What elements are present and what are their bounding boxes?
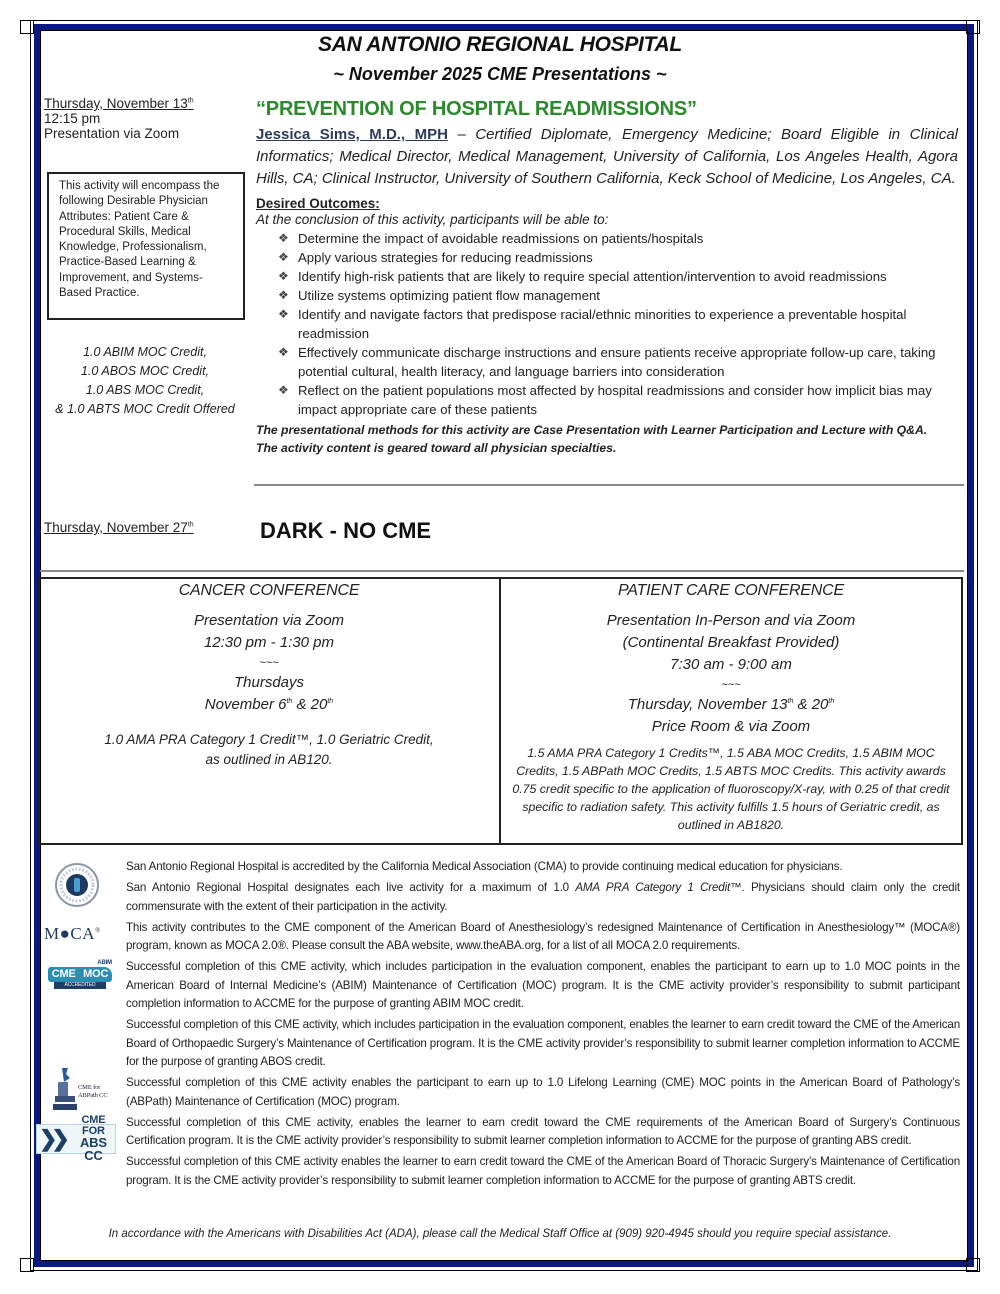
diamond-bullet-icon: ❖ [278,288,289,302]
date-suffix: th [787,698,794,705]
audience-line: The activity content is geared toward all physician specialties. [256,441,617,455]
abim-logo-band [48,967,112,982]
outcome-text: Determine the impact of avoidable readmissions on patients/hospitals [298,231,704,246]
tilde-separator: ~~~ [259,657,279,669]
outcome-text: Identify and navigate factors that predispose racial/ethnic minorities to experience a preventable hospital readmission [298,307,907,341]
registered-mark: ® [95,926,101,935]
cancer-conference-cell [39,579,499,843]
moca-logo-icon [44,925,101,943]
abim-statement: Successful completion of this CME activity, which includes participation in the evaluation component, enables the participant to earn up to 1.0 MOC points in the American Board of Internal Medicine’s (ABIM) Maintenance of Certification (MOC) program. It is the CME activity provider’s responsibility to submit participant completion information to ACCME for the purpose of granting ABIM MOC credit. [126,960,960,1011]
conference-location: Price Room & via Zoom [651,718,811,735]
diamond-bullet-icon: ❖ [278,345,289,359]
accreditation-abpath [40,1074,960,1111]
outcomes-list [256,229,958,419]
conference-credits [39,730,499,770]
date-suffix: th [187,521,194,529]
speaker-bio: – Certified Diplomate, Emergency Medicine; Board Eligible in Clinical Informatics; Medical Director, Medical Management, University of California, Los Angeles Health, Agora Hills, CA; Clinical Instructor, University of Southern California, Keck School of Medicine, Los Angeles, CA. [256,126,959,187]
accreditation-abim [40,958,960,1013]
abs-statement: Successful completion of this CME activity, enables the learner to earn credit toward the CME requirements of the American Board of Surgery’s Continuous Certification program. It is the CME activity provider’s responsibility to submit learner completion information to ACCME for the purpose of granting ABS credit. [126,1115,960,1148]
accreditation-moca [40,919,960,956]
date-suffix: th [828,698,835,705]
session2-date-text: Thursday, November 27 [44,520,188,535]
talk-title: “PREVENTION OF HOSPITAL READMISSIONS” [256,98,697,120]
ada-notice: In accordance with the Americans with Disabilities Act (ADA), please call the Medical Staff Office at (909) 920-4945 should you require special assistance. [108,1228,892,1240]
outcome-text: Effectively communicate discharge instructions and ensure patients receive appropriate follow-up care, taking potential cultural, health literacy, and language barriers into consideration [298,345,936,379]
abim-logo-cme: CME [51,968,76,981]
diamond-bullet-icon: ❖ [278,307,289,321]
border-corner-ornament [20,1258,34,1272]
accreditation-section [40,858,960,1193]
session1-date-text: Thursday, November 13 [44,96,188,111]
microscope-icon [52,1066,78,1112]
border-corner-ornament [966,1258,980,1272]
outcome-text: Identify high-risk patients that are likely to require special attention/intervention to avoid readmissions [298,269,887,284]
speaker-name: Jessica Sims, M.D., MPH [256,126,448,143]
abim-logo-moc: MOC [83,968,109,981]
date-suffix: th [286,698,293,705]
conferences-table [37,577,963,845]
physician-attributes-box: This activity will encompass the following Desirable Physician Attributes: Patient Care & Procedural Skills, Medical Knowledge, Professionalism, Practice-Based Learning & Improvement, and Systems-Based Practice. [47,172,245,320]
outcome-item [278,343,958,381]
abs-logo-line: CME FOR [81,1113,106,1137]
session1-date [44,96,249,111]
conference-time: 7:30 am - 9:00 am [670,656,792,673]
moc-credit-line: 1.0 ABS MOC Credit, [85,383,205,397]
outcome-item [278,229,958,248]
outcome-item [278,248,958,267]
abs-logo-line: ABS CC [79,1134,107,1163]
patient-care-conference-cell [499,579,961,843]
methods-note [256,421,958,457]
session1-details [256,98,958,457]
outcome-item [278,381,958,419]
abpath-logo-line: CME for [78,1084,101,1092]
outcome-item [278,305,958,343]
conference-title: CANCER CONFERENCE [178,582,360,599]
abpath-logo-line: ABPath CC [78,1092,108,1100]
methods-line: The presentational methods for this activity are Case Presentation with Learner Participation and Lecture with Q&A. [256,423,928,437]
conference-note: (Continental Breakfast Provided) [622,634,840,651]
abim-logo-accredited: ACCREDITED [54,982,106,989]
page-subtitle: ~ November 2025 CME Presentations ~ [333,64,667,84]
conference-dates [501,694,961,716]
date-text: & 20 [292,696,328,713]
tilde-separator: ~~~ [721,679,741,691]
moca-statement: This activity contributes to the CME component of the American Board of Anesthesiology’s redesigned Maintenance of Certification in Anesthesiology™ (MOCA®) program, known as MOCA 2.0®. Please consult the ABA website, www.theABA.org, for a list of all MOCA 2.0 requirements. [126,920,960,953]
outcome-text: Reflect on the patient populations most affected by hospital readmissions and consider how implicit bias may impact appropriate care of these patients [298,383,932,417]
accreditation-cma [40,858,960,876]
date-text: November 6 [204,696,287,713]
abpath-statement: Successful completion of this CME activity enables the participant to earn up to 1.0 Lifelong Learning (CME) MOC points in the American Board of Pathology’s (ABPath) Maintenance of Certification (MOC) program. [126,1076,960,1108]
moc-credit-line: 1.0 ABIM MOC Credit, [83,345,207,359]
credits-line: as outlined in AB120. [205,752,333,767]
hospital-title: SAN ANTONIO REGIONAL HOSPITAL [318,33,682,56]
diamond-bullet-icon: ❖ [278,383,289,397]
outcome-text: Utilize systems optimizing patient flow management [298,288,600,303]
date-suffix: th [187,97,194,105]
abim-logo-top: ABIM [97,960,112,967]
session1-schedule [44,96,249,141]
conference-days: Thursdays [233,674,305,691]
accreditation-abs [39,1113,960,1163]
designation-text: . Physicians should claim only the credit commensurate with the extent of their participation in the activity. [126,881,960,913]
section-divider [254,484,964,486]
abts-statement: Successful completion of this CME activity enables the learner to earn credit toward the CME of the American Board of Thoracic Surgery’s Maintenance of Certification program. It is the CME activity provider’s responsibility to submit learner completion information to ACCME for the purpose of granting ABTS credit. [126,1155,960,1187]
chevron-right-icon: ❯❯ [39,1125,64,1151]
conference-title: PATIENT CARE CONFERENCE [618,582,844,599]
cma-statement: San Antonio Regional Hospital is accredited by the California Medical Association (CMA) to provide continuing medical education for physicians. [126,860,843,873]
section-divider [40,570,964,572]
moc-credit-line: 1.0 ABOS MOC Credit, [80,364,210,378]
abs-cme-logo-icon [36,1113,116,1163]
diamond-bullet-icon: ❖ [278,231,289,245]
accreditation-abts [40,1153,960,1190]
abos-statement: Successful completion of this CME activity, which includes participation in the evaluation component, enables the learner to earn credit toward the CME of the American Board of Orthopaedic Surgery’s Maintenance of Certification program. It is the CME activity provider’s responsibility to submit learner completion information to ACCME for the purpose of granting ABOS credit. [126,1018,960,1068]
accreditation-designation [40,879,960,916]
conference-format: Presentation In-Person and via Zoom [606,612,856,629]
outcomes-heading: Desired Outcomes: [256,196,380,211]
date-text: Thursday, November 13 [627,696,788,713]
abpath-logo-text [78,1084,108,1100]
moc-credits-list [40,343,250,419]
accreditation-abos [40,1016,960,1071]
date-text: & 20 [793,696,829,713]
border-corner-ornament [20,20,34,34]
diamond-bullet-icon: ❖ [278,250,289,264]
dark-no-cme-label: DARK - NO CME [260,518,432,543]
speaker-info [256,124,958,190]
conference-dates [39,694,499,716]
designation-text: San Antonio Regional Hospital designates each live activity for a maximum of 1.0 [126,881,576,895]
diamond-bullet-icon: ❖ [278,269,289,283]
session2-date [44,520,194,535]
session1-time: 12:15 pm [44,111,101,126]
abim-cme-moc-logo-icon [48,960,112,989]
moc-credit-line: & 1.0 ABTS MOC Credit Offered [55,402,235,416]
moca-logo-text: M●CA [44,923,95,943]
outcome-text: Apply various strategies for reducing readmissions [298,250,593,265]
credits-line: 1.0 AMA PRA Category 1 Credit™, 1.0 Geriatric Credit, [104,732,434,747]
conference-credits: 1.5 AMA PRA Category 1 Credits™, 1.5 ABA MOC Credits, 1.5 ABIM MOC Credits, 1.5 ABPath MOC Credits, 1.5 ABTS MOC Credits. This activity awards 0.75 credit specific to the application of fluoroscopy/X-ray, with 0.25 of that credit specific to radiation safety. This activity fulfills 1.5 hours of Geriatric credit, as outlined in AB1820. [512,746,950,832]
conference-time: 12:30 pm - 1:30 pm [203,634,335,651]
border-corner-ornament [966,20,980,34]
designation-credit-name: AMA PRA Category 1 Credit™ [575,881,742,895]
date-suffix: th [327,698,334,705]
outcome-item [278,286,958,305]
abpath-microscope-logo-icon [52,1066,112,1116]
conference-format: Presentation via Zoom [193,612,345,629]
outcomes-intro: At the conclusion of this activity, participants will be able to: [256,212,609,227]
outcome-item [278,267,958,286]
session1-format: Presentation via Zoom [44,126,180,141]
